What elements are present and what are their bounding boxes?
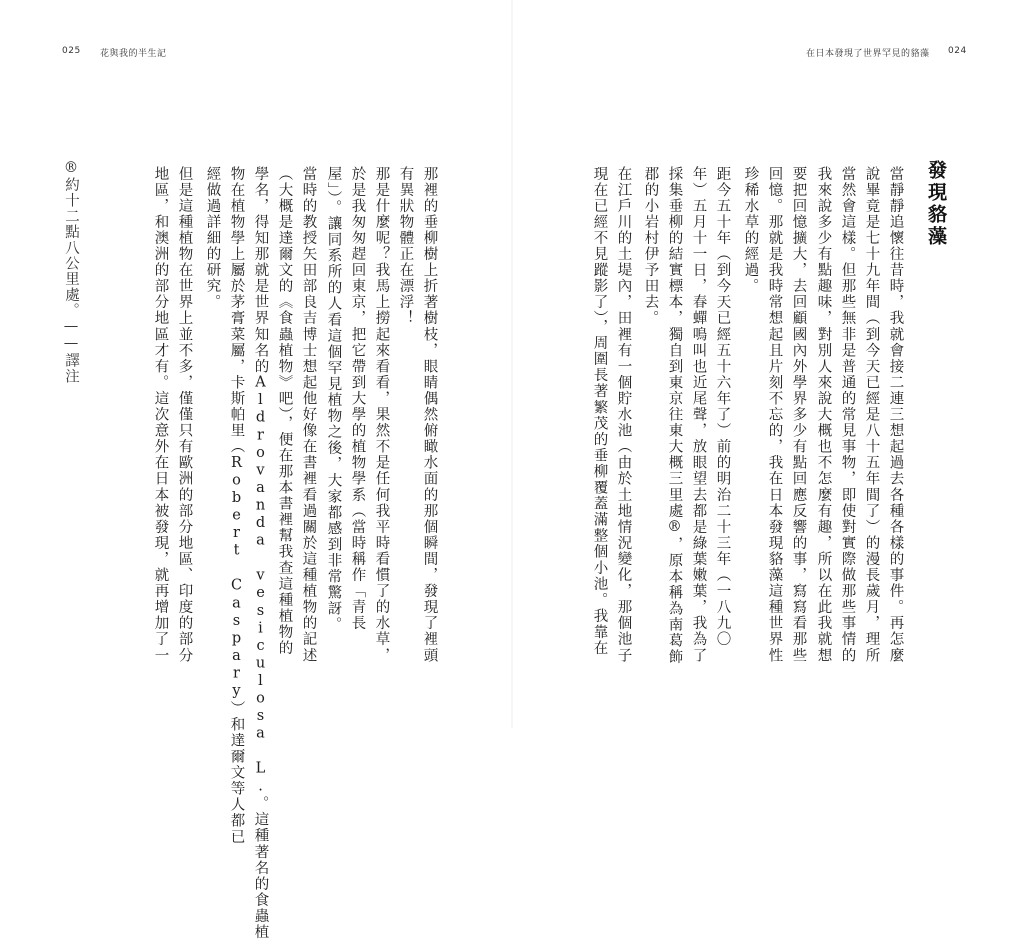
text-column: 當然會這樣。但那些無非是普通的常見事物，即使對實際做那些事情的 (839, 166, 856, 664)
text-column: 當靜靜追懷往昔時，我就會接二連三想起過去各種各樣的事件。再怎麼 (887, 166, 904, 664)
text-column: 郡的小岩村伊予田去。 (642, 166, 659, 327)
left-running-title: 花與我的半生記 (100, 49, 167, 59)
text-column: 珍稀水草的經過。 (742, 166, 759, 295)
text-column: 要把回憶擴大，去回顧國內外學界多少有點回應反響的事，寫寫看那些 (790, 166, 807, 664)
text-column: 在江戶川的土堤內，田裡有一個貯水池（由於土地情況變化，那個池子 (615, 166, 632, 664)
text-column: 我來說多少有點趣味，對別人來說大概也不怎麼有趣，所以在此我就想 (815, 166, 832, 664)
text-column: （大概是達爾文的《食蟲植物》吧），便在那本書裡幫我查這種植物的 (276, 166, 293, 657)
text-column: 回憶。那就是我時常想起且片刻不忘的，我在日本發現貉藻這種世界性 (766, 166, 783, 664)
left-page-number: 025 (62, 46, 81, 56)
text-column: 屋」）。讓同系所的人看這個罕見植物之後，大家都感到非常驚訝。 (325, 166, 342, 633)
page-gutter (511, 0, 513, 728)
text-column: 學名，得知那就是世界知名的Aldrovanda vesiculosa L.。這種著名的食蟲植 (252, 166, 269, 940)
text-column: 地區，和澳洲的部分地區才有。這次意外在日本被發現，就再增加了一 (152, 166, 169, 664)
translator-footnote: ®約十二點八公里處。——譯注 (63, 160, 79, 385)
right-running-title: 在日本發現了世界罕見的貉藻 (806, 49, 930, 59)
section-heading: 發現貉藻 (925, 160, 947, 248)
text-column: 採集垂柳的結實標本，獨自到東京往東大概三里處®，原本稱為南葛飾 (666, 166, 683, 666)
right-page-number: 024 (948, 46, 967, 56)
text-column: 當時的教授矢田部良吉博士想起他好像在書裡看過關於這種植物的記述 (300, 166, 317, 664)
text-column: 那裡的垂柳樹上折著樹枝，眼睛偶然俯瞰水面的那個瞬間，發現了裡頭 (421, 166, 438, 664)
text-column: 於是我匆匆趕回東京，把它帶到大學的植物學系（當時稱作「青長 (349, 166, 366, 632)
text-column: 那是什麼呢？我馬上撈起來看看，果然不是任何我平時看慣了的水草， (373, 166, 390, 664)
text-column: 但是這種植物在世界上並不多，僅僅只有歐洲的部分地區、印度的部分 (176, 166, 193, 664)
text-column: 距今五十年（到今天已經五十六年了）前的明治二十三年（一八九〇 (714, 166, 731, 648)
text-column: 年）五月十一日，春蟬鳴叫也近尾聲，放眼望去都是綠葉嫩葉，我為了 (690, 166, 707, 664)
text-column: 說畢竟是七十九年間（到今天已經是八十五年間了）的漫長歲月，理所 (863, 166, 880, 664)
text-column: 現在已經不見蹤影了），周圍長著繁茂的垂柳覆蓋滿整個小池。我靠在 (591, 166, 608, 657)
text-column: 經做過詳細的研究。 (204, 166, 221, 311)
text-column: 有異狀物體正在漂浮！ (397, 166, 414, 327)
text-column: 物在植物學上屬於茅膏菜屬，卡斯帕里（Robert Caspary）和達爾文等人都已 (228, 166, 245, 846)
